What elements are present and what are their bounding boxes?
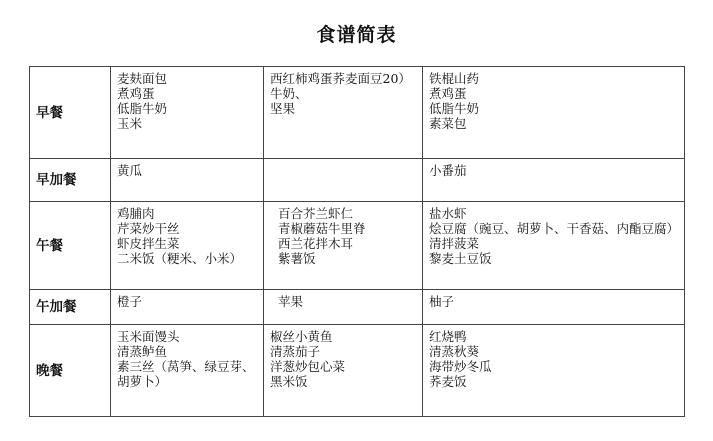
dish-item: 玉米 xyxy=(117,116,143,131)
meal-label: 午餐 xyxy=(30,202,111,290)
dish-item: 清蒸鲈鱼 xyxy=(117,344,168,359)
dish-item: 黄瓜 xyxy=(117,163,143,178)
dish-item: 清蒸茄子 xyxy=(270,344,321,359)
dish-item: 海带炒冬瓜 xyxy=(429,359,492,374)
dish-item: 坚果 xyxy=(270,101,296,116)
dish-item: 牛奶、 xyxy=(270,86,308,101)
dish-item: 铁棍山药 xyxy=(429,71,480,86)
menu-cell-3 xyxy=(423,290,685,325)
dish-item: 盐水虾 xyxy=(429,206,467,221)
dish-item: 清蒸秋葵 xyxy=(429,344,480,359)
dish-item: 红烧鸭 xyxy=(429,329,467,344)
dish-item: 西红柿鸡蛋荞麦面豆20） xyxy=(270,71,411,86)
meal-label: 早餐 xyxy=(30,67,111,159)
dish-item: 烩豆腐（豌豆、胡萝卜、干香菇、内酯豆腐） xyxy=(429,221,680,236)
meal-label: 晚餐 xyxy=(30,325,111,417)
dish-item: 清拌菠菜 xyxy=(429,236,480,251)
menu-cell-3 xyxy=(423,159,685,202)
dish-item: 橙子 xyxy=(117,294,143,309)
dish-item: 苹果 xyxy=(278,294,304,309)
dish-item: 煮鸡蛋 xyxy=(117,86,155,101)
menu-cell-1 xyxy=(111,325,264,417)
dish-item: 低脂牛奶 xyxy=(429,101,480,116)
table-row-lunch xyxy=(30,202,685,290)
table-row-breakfast xyxy=(30,67,685,159)
menu-cell-1 xyxy=(111,202,264,290)
dish-item: 柚子 xyxy=(429,294,455,309)
table-row-afternoon-snack xyxy=(30,290,685,325)
menu-cell-2 xyxy=(264,325,423,417)
dish-item: 青椒蘑菇牛里脊 xyxy=(278,221,366,236)
page-title: 食谱简表 xyxy=(316,24,397,46)
menu-cell-3 xyxy=(423,202,685,290)
dish-item: 素三丝（莴笋、绿豆芽、胡萝卜） xyxy=(117,359,255,389)
dish-item: 二米饭（粳米、小米） xyxy=(117,251,243,266)
dish-item: 荞麦饭 xyxy=(429,374,467,389)
dish-item: 素菜包 xyxy=(429,116,467,131)
dish-item: 黑米饭 xyxy=(270,374,308,389)
menu-cell-1 xyxy=(111,159,264,202)
menu-cell-2 xyxy=(264,67,423,159)
dish-item: 麦麸面包 xyxy=(117,71,168,86)
menu-cell-1 xyxy=(111,290,264,325)
menu-cell-2 xyxy=(264,202,423,290)
dish-item: 洋葱炒包心菜 xyxy=(270,359,346,374)
dish-item: 玉米面馒头 xyxy=(117,329,180,344)
dish-item: 西兰花拌木耳 xyxy=(278,236,354,251)
menu-cell-2 xyxy=(264,159,423,202)
dish-item: 椒丝小黄鱼 xyxy=(270,329,333,344)
meal-plan-table xyxy=(29,66,685,417)
dish-item: 虾皮拌生菜 xyxy=(117,236,180,251)
meal-label: 午加餐 xyxy=(30,290,111,325)
dish-item: 煮鸡蛋 xyxy=(429,86,467,101)
dish-item: 小番茄 xyxy=(429,163,467,178)
menu-cell-3 xyxy=(423,67,685,159)
dish-item: 紫薯饭 xyxy=(278,251,316,266)
dish-item: 百合芥兰虾仁 xyxy=(278,206,354,221)
dish-item: 芹菜炒干丝 xyxy=(117,221,180,236)
menu-cell-1 xyxy=(111,67,264,159)
meal-label: 早加餐 xyxy=(30,159,111,202)
table-row-dinner xyxy=(30,325,685,417)
menu-cell-3 xyxy=(423,325,685,417)
dish-item: 低脂牛奶 xyxy=(117,101,168,116)
dish-item: 黎麦土豆饭 xyxy=(429,251,492,266)
dish-item: 鸡脯肉 xyxy=(117,206,155,221)
menu-cell-2 xyxy=(264,290,423,325)
table-row-morning-snack xyxy=(30,159,685,202)
